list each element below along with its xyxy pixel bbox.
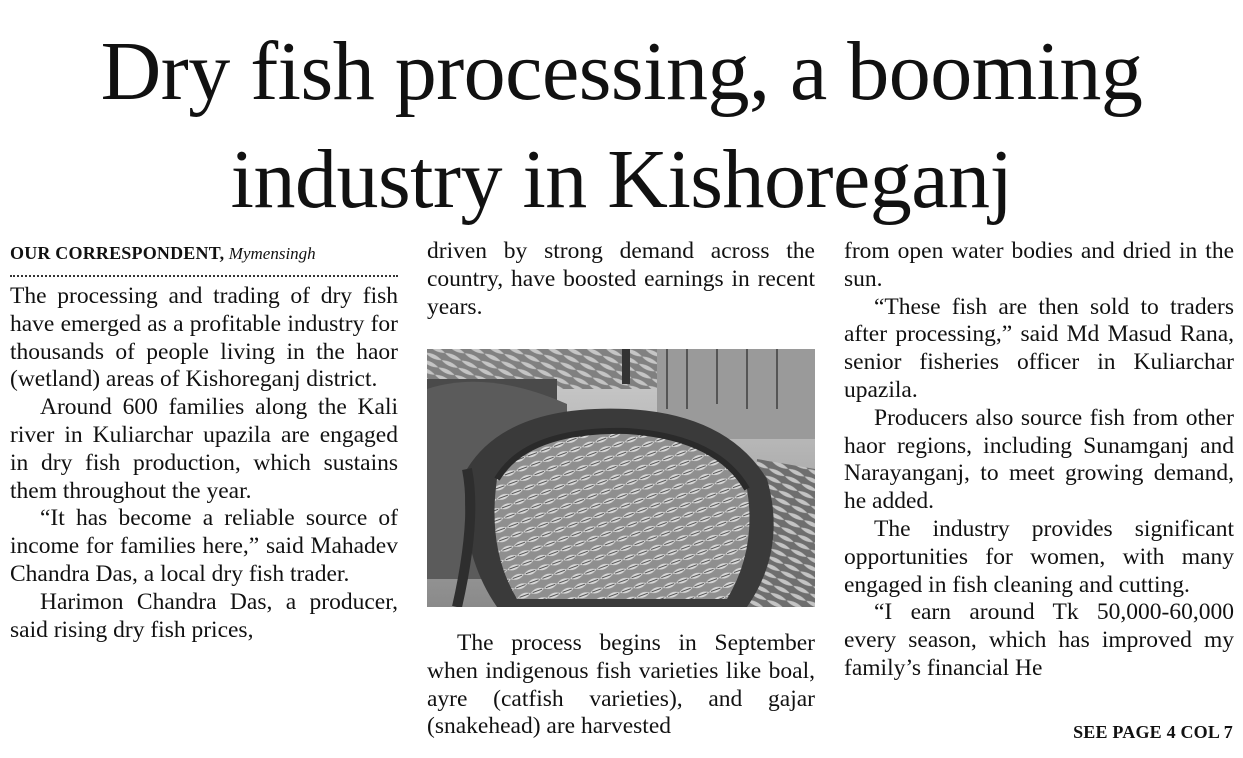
paragraph: The processing and trading of dry fish have emerged as a profitable industry for thousands of people living in the haor (wetland) areas of Kishoreganj district. xyxy=(10,283,398,393)
headline-line-1: Dry fish processing, a booming xyxy=(100,25,1143,118)
byline-location: Mymensingh xyxy=(228,244,316,263)
dry-fish-photo xyxy=(427,349,815,607)
headline-line-2: industry in Kishoreganj xyxy=(230,133,1013,226)
continued-on-page-link[interactable]: SEE PAGE 4 COL 7 xyxy=(1073,722,1233,742)
paragraph: from open water bodies and dried in the sun. xyxy=(844,238,1234,292)
headline xyxy=(0,18,1243,234)
byline xyxy=(10,238,398,277)
article-column-2-bottom xyxy=(427,630,815,741)
paragraph: “I earn around Tk 50,000-60,000 every season, which has improved my family’s financial He xyxy=(844,599,1234,681)
paragraph: driven by strong demand across the country, have boosted earnings in recent years. xyxy=(427,238,815,320)
paragraph: The industry provides significant opportunities for women, with many engaged in fish cleaning and cutting. xyxy=(844,515,1234,598)
article-column-3 xyxy=(844,238,1234,683)
article-column-1 xyxy=(10,238,398,644)
paragraph: Producers also source fish from other haor regions, including Sunamganj and Narayanganj, to meet growing demand, he added. xyxy=(844,404,1234,515)
byline-author: OUR CORRESPONDENT, xyxy=(10,243,225,263)
article-column-2-top xyxy=(427,238,815,321)
paragraph: The process begins in September when indigenous fish varieties like boal, ayre (catfish varieties), and gajar (snakehead) are harvested xyxy=(427,630,815,740)
dry-fish-image xyxy=(427,349,815,607)
paragraph: “It has become a reliable source of income for families here,” said Mahadev Chandra Das, a local dry fish trader. xyxy=(10,505,398,587)
paragraph: “These fish are then sold to traders after processing,” said Md Masud Rana, senior fisheries officer in Kuliarchar upazila. xyxy=(844,293,1234,403)
paragraph: Harimon Chandra Das, a producer, said rising dry fish prices, xyxy=(10,588,398,643)
paragraph: Around 600 families along the Kali river in Kuliarchar upazila are engaged in dry fish production, which sustains them throughout the year. xyxy=(10,394,398,504)
